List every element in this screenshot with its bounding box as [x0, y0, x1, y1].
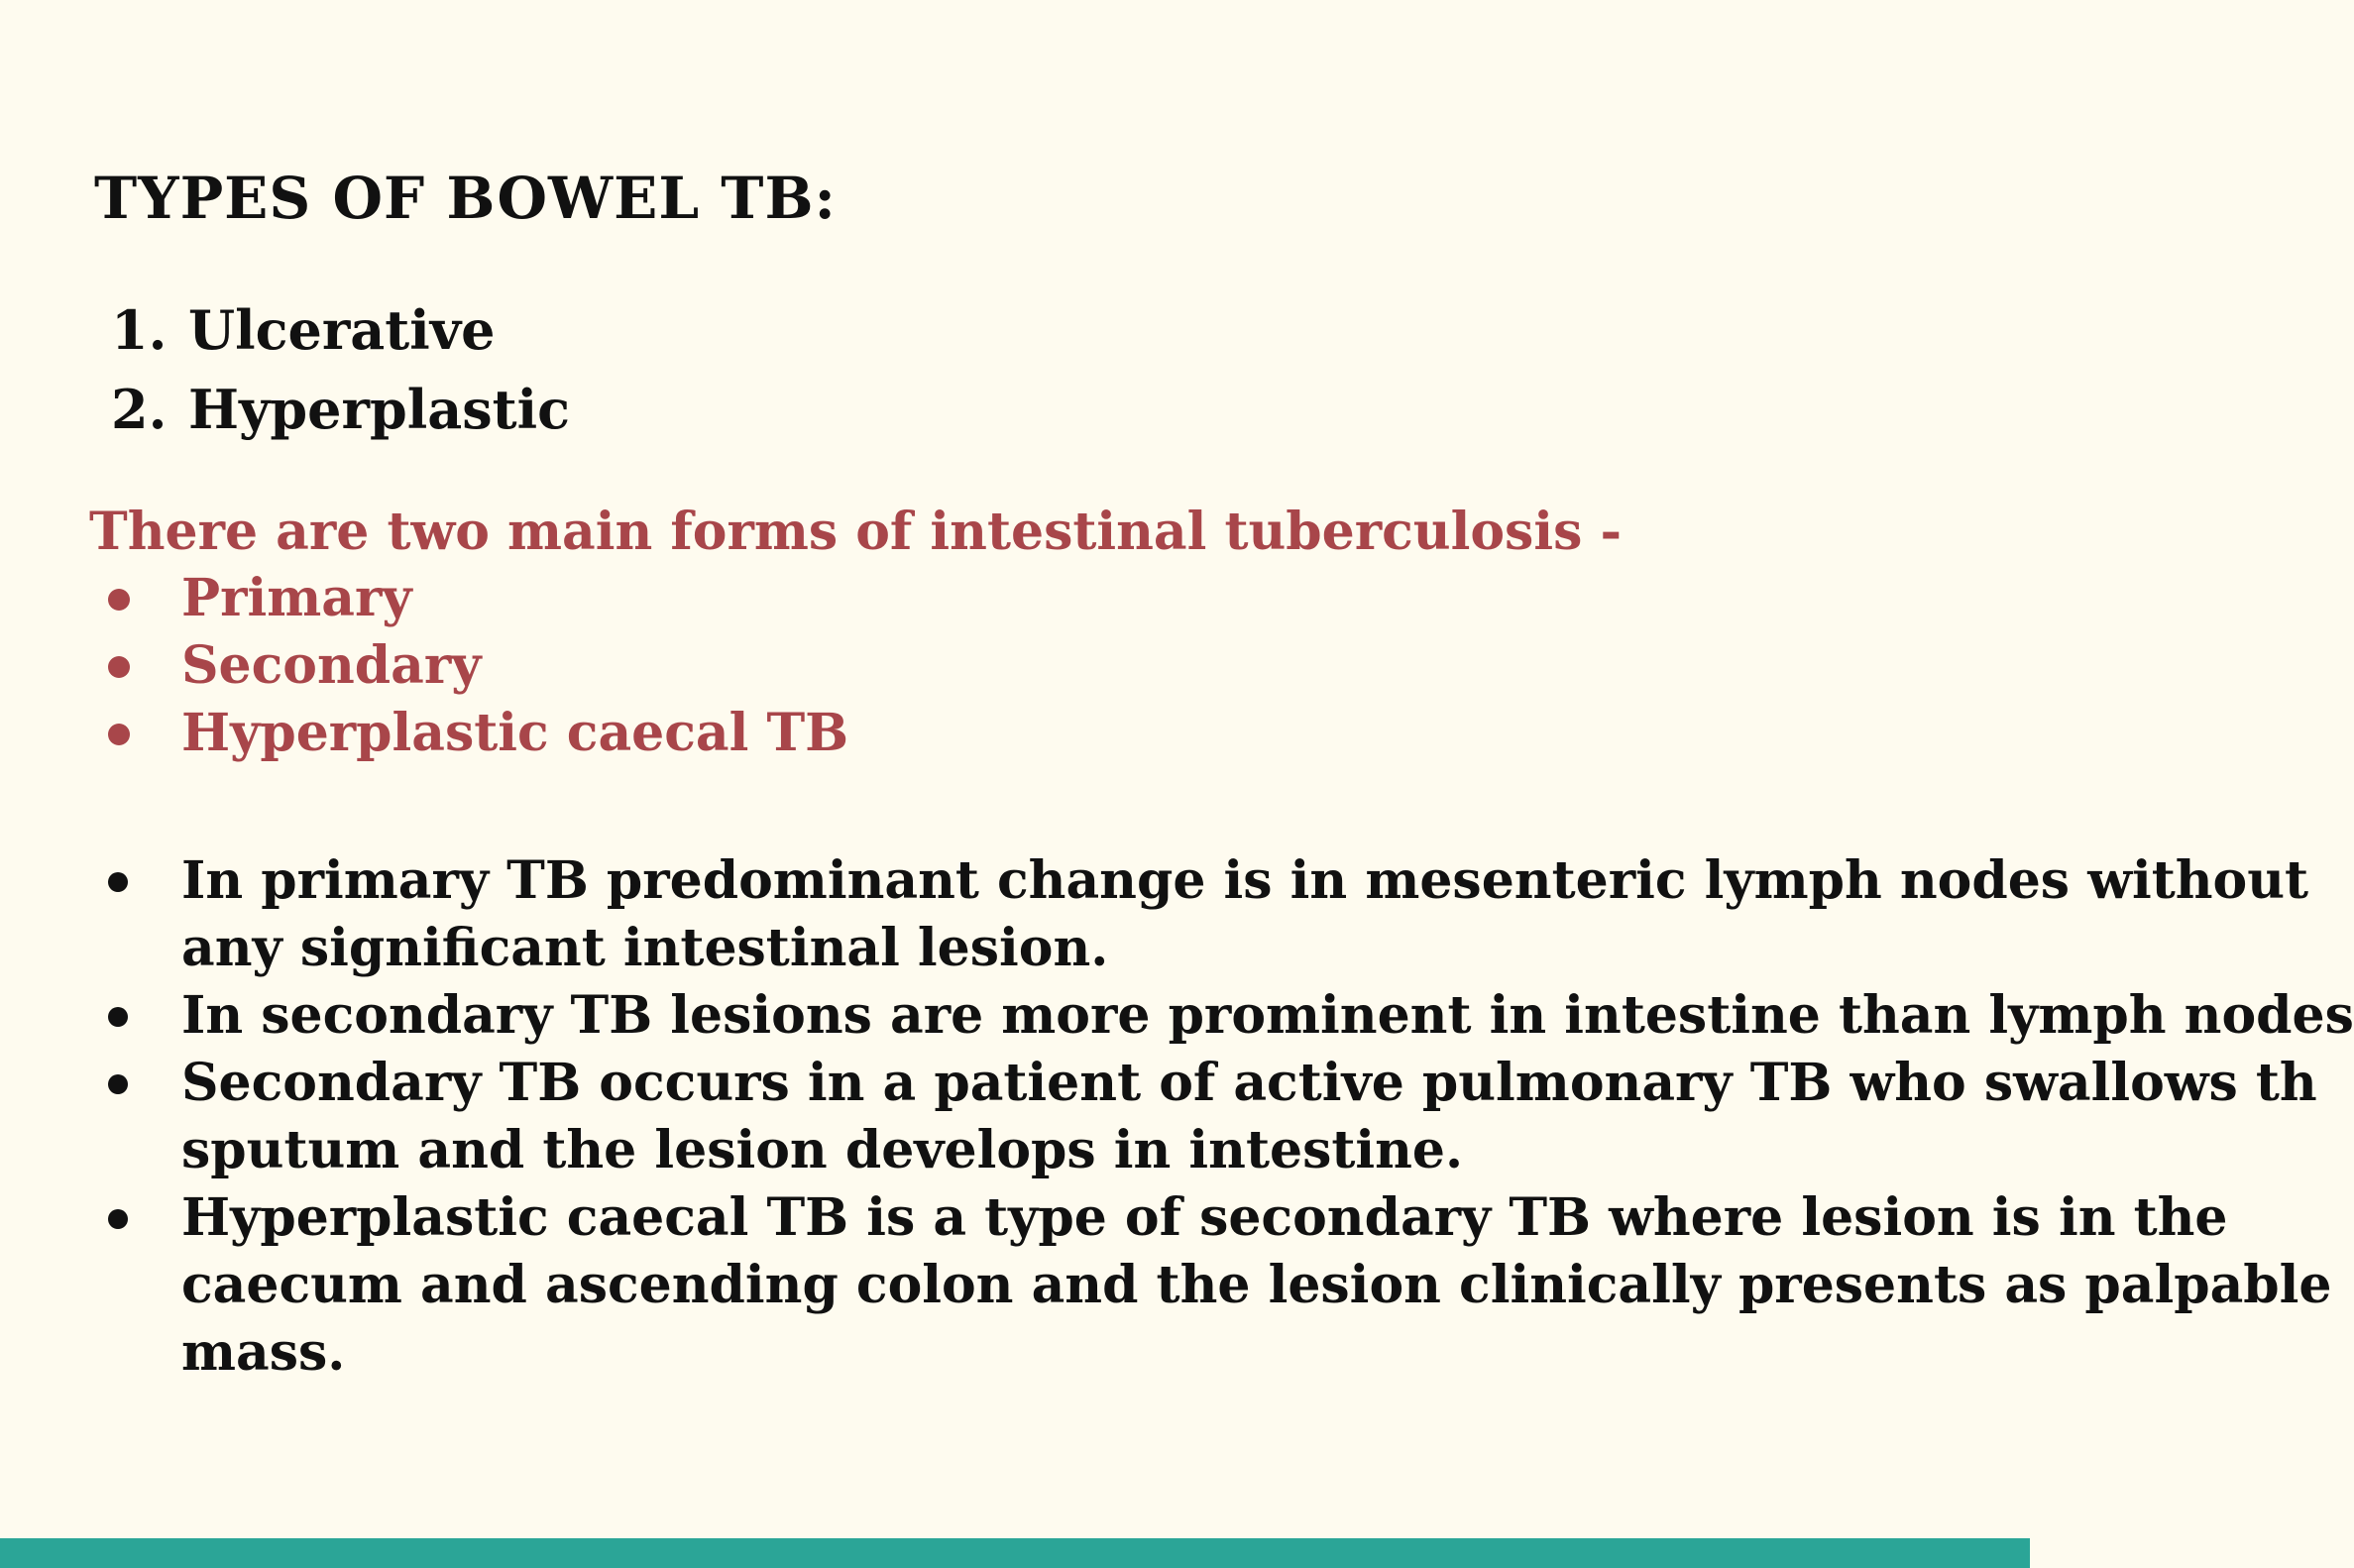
list-item-label: Hyperplastic caecal TB: [181, 703, 849, 763]
bullet-icon: [108, 589, 130, 611]
note-line: Hyperplastic caecal TB is a type of secondary TB where lesion is in the: [181, 1187, 2228, 1248]
forms-intro-text: There are two main forms of intestinal tuberculosis -: [89, 502, 1623, 562]
bullet-icon: [108, 872, 128, 892]
bottom-accent-bar: [0, 1538, 2030, 1568]
note-line: any significant intestinal lesion.: [181, 918, 1109, 978]
note-line: In primary TB predominant change is in mesenteric lymph nodes without: [181, 850, 2309, 911]
list-item: [0, 1184, 2332, 1387]
list-item-label: Hyperplastic: [188, 378, 570, 441]
list-item: [0, 847, 2309, 982]
bullet-icon: [108, 1209, 128, 1229]
bullet-icon: [108, 724, 130, 745]
list-item-label: Primary: [181, 568, 412, 628]
list-number: 1.: [111, 298, 168, 362]
note-line: In secondary TB lesions are more prominent in intestine than lymph nodes: [181, 985, 2354, 1046]
list-item-label: Secondary: [181, 635, 482, 696]
bullet-icon: [108, 656, 130, 678]
list-item: [0, 982, 2354, 1050]
note-line: sputum and the lesion develops in intestine.: [181, 1120, 1464, 1180]
bullet-icon: [108, 1007, 128, 1027]
list-number: 2.: [111, 378, 168, 441]
list-item-label: Ulcerative: [188, 298, 496, 362]
slide-heading: TYPES OF BOWEL TB:: [94, 165, 837, 232]
bullet-icon: [108, 1074, 128, 1094]
tb-notes-list: [0, 847, 2354, 1387]
note-line: Secondary TB occurs in a patient of active pulmonary TB who swallows th: [181, 1053, 2317, 1113]
note-line: caecum and ascending colon and the lesion clinically presents as palpable: [181, 1255, 2332, 1315]
list-item: [0, 1050, 2317, 1184]
note-line: mass.: [181, 1322, 346, 1383]
